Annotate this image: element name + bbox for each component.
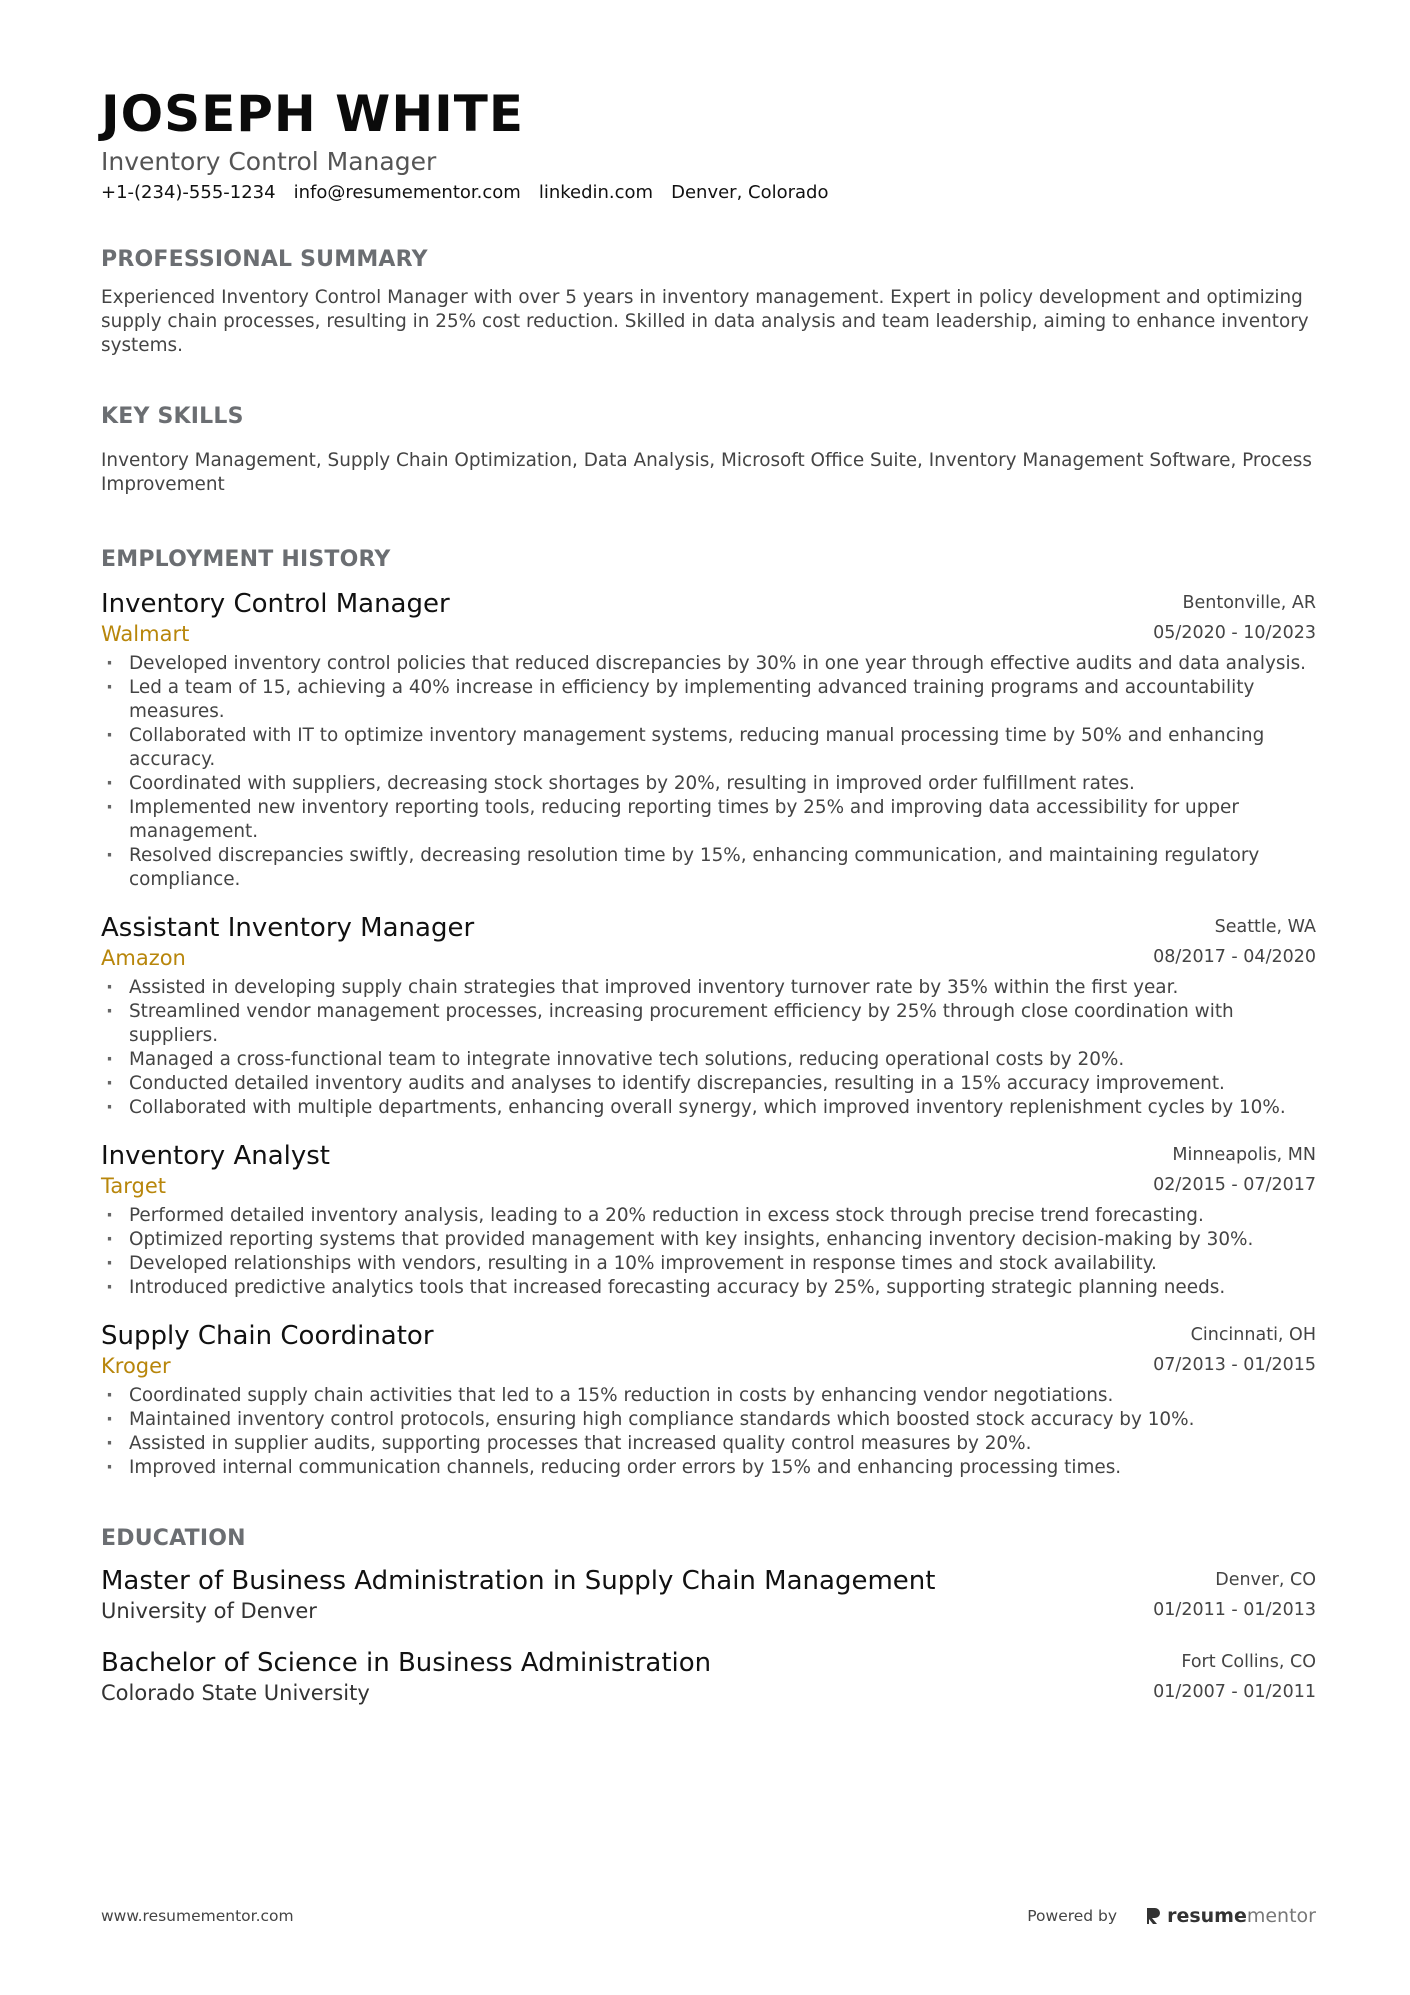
job-meta [1153,1320,1316,1380]
bullet-item: · Optimized reporting systems that provided management with key insights, enhancing inventory decision-making by 30%. [101,1228,1316,1252]
job-title-block [101,1140,330,1200]
powered-by-label: Powered by [1027,1907,1118,1925]
job-bullets [101,1204,1316,1300]
job-meta [1153,588,1316,648]
bullet-item: · Conducted detailed inventory audits and analyses to identify discrepancies, resulting in a 15% accuracy improvement. [101,1072,1316,1096]
resumementor-logo-icon [1145,1906,1161,1926]
degree: Master of Business Administration in Supply Chain Management [101,1566,936,1596]
linkedin-link[interactable]: linkedin.com [538,182,654,203]
email[interactable]: info@resumementor.com [293,182,521,203]
education-location: Fort Collins, CO [1181,1652,1316,1672]
education-entry [101,1647,1316,1707]
job-dates: 08/2017 - 04/2020 [1153,947,1316,967]
education-list [101,1565,1316,1707]
degree: Bachelor of Science in Business Administration [101,1648,712,1678]
job-entry [101,588,1316,892]
bullet-item: · Implemented new inventory reporting tools, reducing reporting times by 25% and improving data accessibility for upper management. [101,796,1316,844]
job-title-block [101,912,474,972]
bullet-item: · Performed detailed inventory analysis, leading to a 20% reduction in excess stock through precise trend forecasting. [101,1204,1316,1228]
section-heading: EMPLOYMENT HISTORY [101,547,391,572]
bullet-item: · Resolved discrepancies swiftly, decreasing resolution time by 15%, enhancing communication, and maintaining regulatory compliance. [101,844,1316,892]
education-meta [1153,1565,1316,1625]
section-heading: EDUCATION [101,1526,246,1551]
candidate-name: JOSEPH WHITE [101,85,525,143]
education-dates: 01/2011 - 01/2013 [1153,1600,1316,1620]
education-section [101,1526,1316,1707]
job-role: Assistant Inventory Manager [101,913,475,943]
job-meta [1153,1140,1316,1200]
job-dates: 07/2013 - 01/2015 [1153,1355,1316,1375]
brand-light: mentor [1246,1905,1316,1927]
job-bullets [101,976,1316,1120]
brand-logo[interactable] [1145,1905,1316,1927]
job-dates: 02/2015 - 07/2017 [1153,1175,1316,1195]
job-bullets [101,1384,1316,1480]
job-header [101,588,1316,648]
bullet-item: · Improved internal communication channels, reducing order errors by 15% and enhancing processing times. [101,1456,1316,1480]
education-title-block [101,1565,935,1625]
job-role: Inventory Control Manager [101,589,450,619]
education-meta [1153,1647,1316,1707]
job-header [101,1320,1316,1380]
resume-page [101,84,1316,1707]
job-entry [101,912,1316,1120]
bullet-item: · Coordinated supply chain activities that led to a 15% reduction in costs by enhancing vendor negotiations. [101,1384,1316,1408]
job-company: Kroger [101,1354,171,1378]
education-title-block [101,1647,711,1707]
education-header [101,1647,1316,1707]
candidate-title: Inventory Control Manager [101,147,437,176]
job-role: Supply Chain Coordinator [101,1321,434,1351]
job-company: Amazon [101,946,186,970]
education-dates: 01/2007 - 01/2011 [1153,1682,1316,1702]
bullet-item: · Streamlined vendor management processes, increasing procurement efficiency by 25% through close coordination with suppliers. [101,1000,1316,1048]
job-header [101,912,1316,972]
job-location: Bentonville, AR [1182,593,1316,613]
job-location: Seattle, WA [1214,917,1316,937]
summary-text: Experienced Inventory Control Manager with over 5 years in inventory management. Expert in policy development and optimizing supply chain processes, resulting in 25% cost reduction. Skilled in data analysis and team leadership, aiming to enhance inventory systems. [101,287,1309,356]
footer [101,1905,1316,1927]
bullet-item: · Led a team of 15, achieving a 40% increase in efficiency by implementing advanced training programs and accountability measures. [101,676,1316,724]
job-role: Inventory Analyst [101,1141,330,1171]
bullet-item: · Coordinated with suppliers, decreasing stock shortages by 20%, resulting in improved order fulfillment rates. [101,772,1316,796]
bullet-item: · Developed inventory control policies that reduced discrepancies by 30% in one year through effective audits and data analysis. [101,652,1316,676]
school: Colorado State University [101,1681,370,1705]
employment-section [101,547,1316,1480]
job-title-block [101,1320,434,1380]
powered-by [1027,1905,1316,1927]
bullet-item: · Maintained inventory control protocols, ensuring high compliance standards which boosted stock accuracy by 10%. [101,1408,1316,1432]
bullet-item: · Collaborated with IT to optimize inventory management systems, reducing manual processing time by 50% and enhancing accuracy. [101,724,1316,772]
brand-bold: resume [1167,1905,1247,1927]
job-company: Walmart [101,622,190,646]
bullet-item: · Assisted in developing supply chain strategies that improved inventory turnover rate by 35% within the first year. [101,976,1316,1000]
website-link[interactable]: www.resumementor.com [101,1907,294,1925]
bullet-item: · Managed a cross-functional team to integrate innovative tech solutions, reducing operational costs by 20%. [101,1048,1316,1072]
contact-line [101,182,1316,203]
summary-section [101,247,1316,358]
job-entry [101,1320,1316,1480]
job-list [101,588,1316,1480]
bullet-item: · Collaborated with multiple departments, enhancing overall synergy, which improved inventory replenishment cycles by 10%. [101,1096,1316,1120]
job-bullets [101,652,1316,892]
bullet-item: · Assisted in supplier audits, supporting processes that increased quality control measures by 20%. [101,1432,1316,1456]
job-entry [101,1140,1316,1300]
phone: +1-(234)-555-1234 [101,182,276,203]
job-meta [1153,912,1316,972]
job-location: Cincinnati, OH [1190,1325,1316,1345]
skills-section [101,404,1316,497]
school: University of Denver [101,1599,317,1623]
job-location: Minneapolis, MN [1172,1145,1316,1165]
job-title-block [101,588,450,648]
job-header [101,1140,1316,1200]
bullet-item: · Introduced predictive analytics tools that increased forecasting accuracy by 25%, supporting strategic planning needs. [101,1276,1316,1300]
education-entry [101,1565,1316,1625]
education-header [101,1565,1316,1625]
location: Denver, Colorado [671,182,829,203]
section-heading: KEY SKILLS [101,404,244,429]
job-company: Target [101,1174,166,1198]
job-dates: 05/2020 - 10/2023 [1153,623,1316,643]
skills-text: Inventory Management, Supply Chain Optimization, Data Analysis, Microsoft Office Suite, Inventory Management Software, Process Improvement [101,450,1312,495]
bullet-item: · Developed relationships with vendors, resulting in a 10% improvement in response times and stock availability. [101,1252,1316,1276]
section-heading: PROFESSIONAL SUMMARY [101,247,428,272]
education-location: Denver, CO [1215,1570,1316,1590]
